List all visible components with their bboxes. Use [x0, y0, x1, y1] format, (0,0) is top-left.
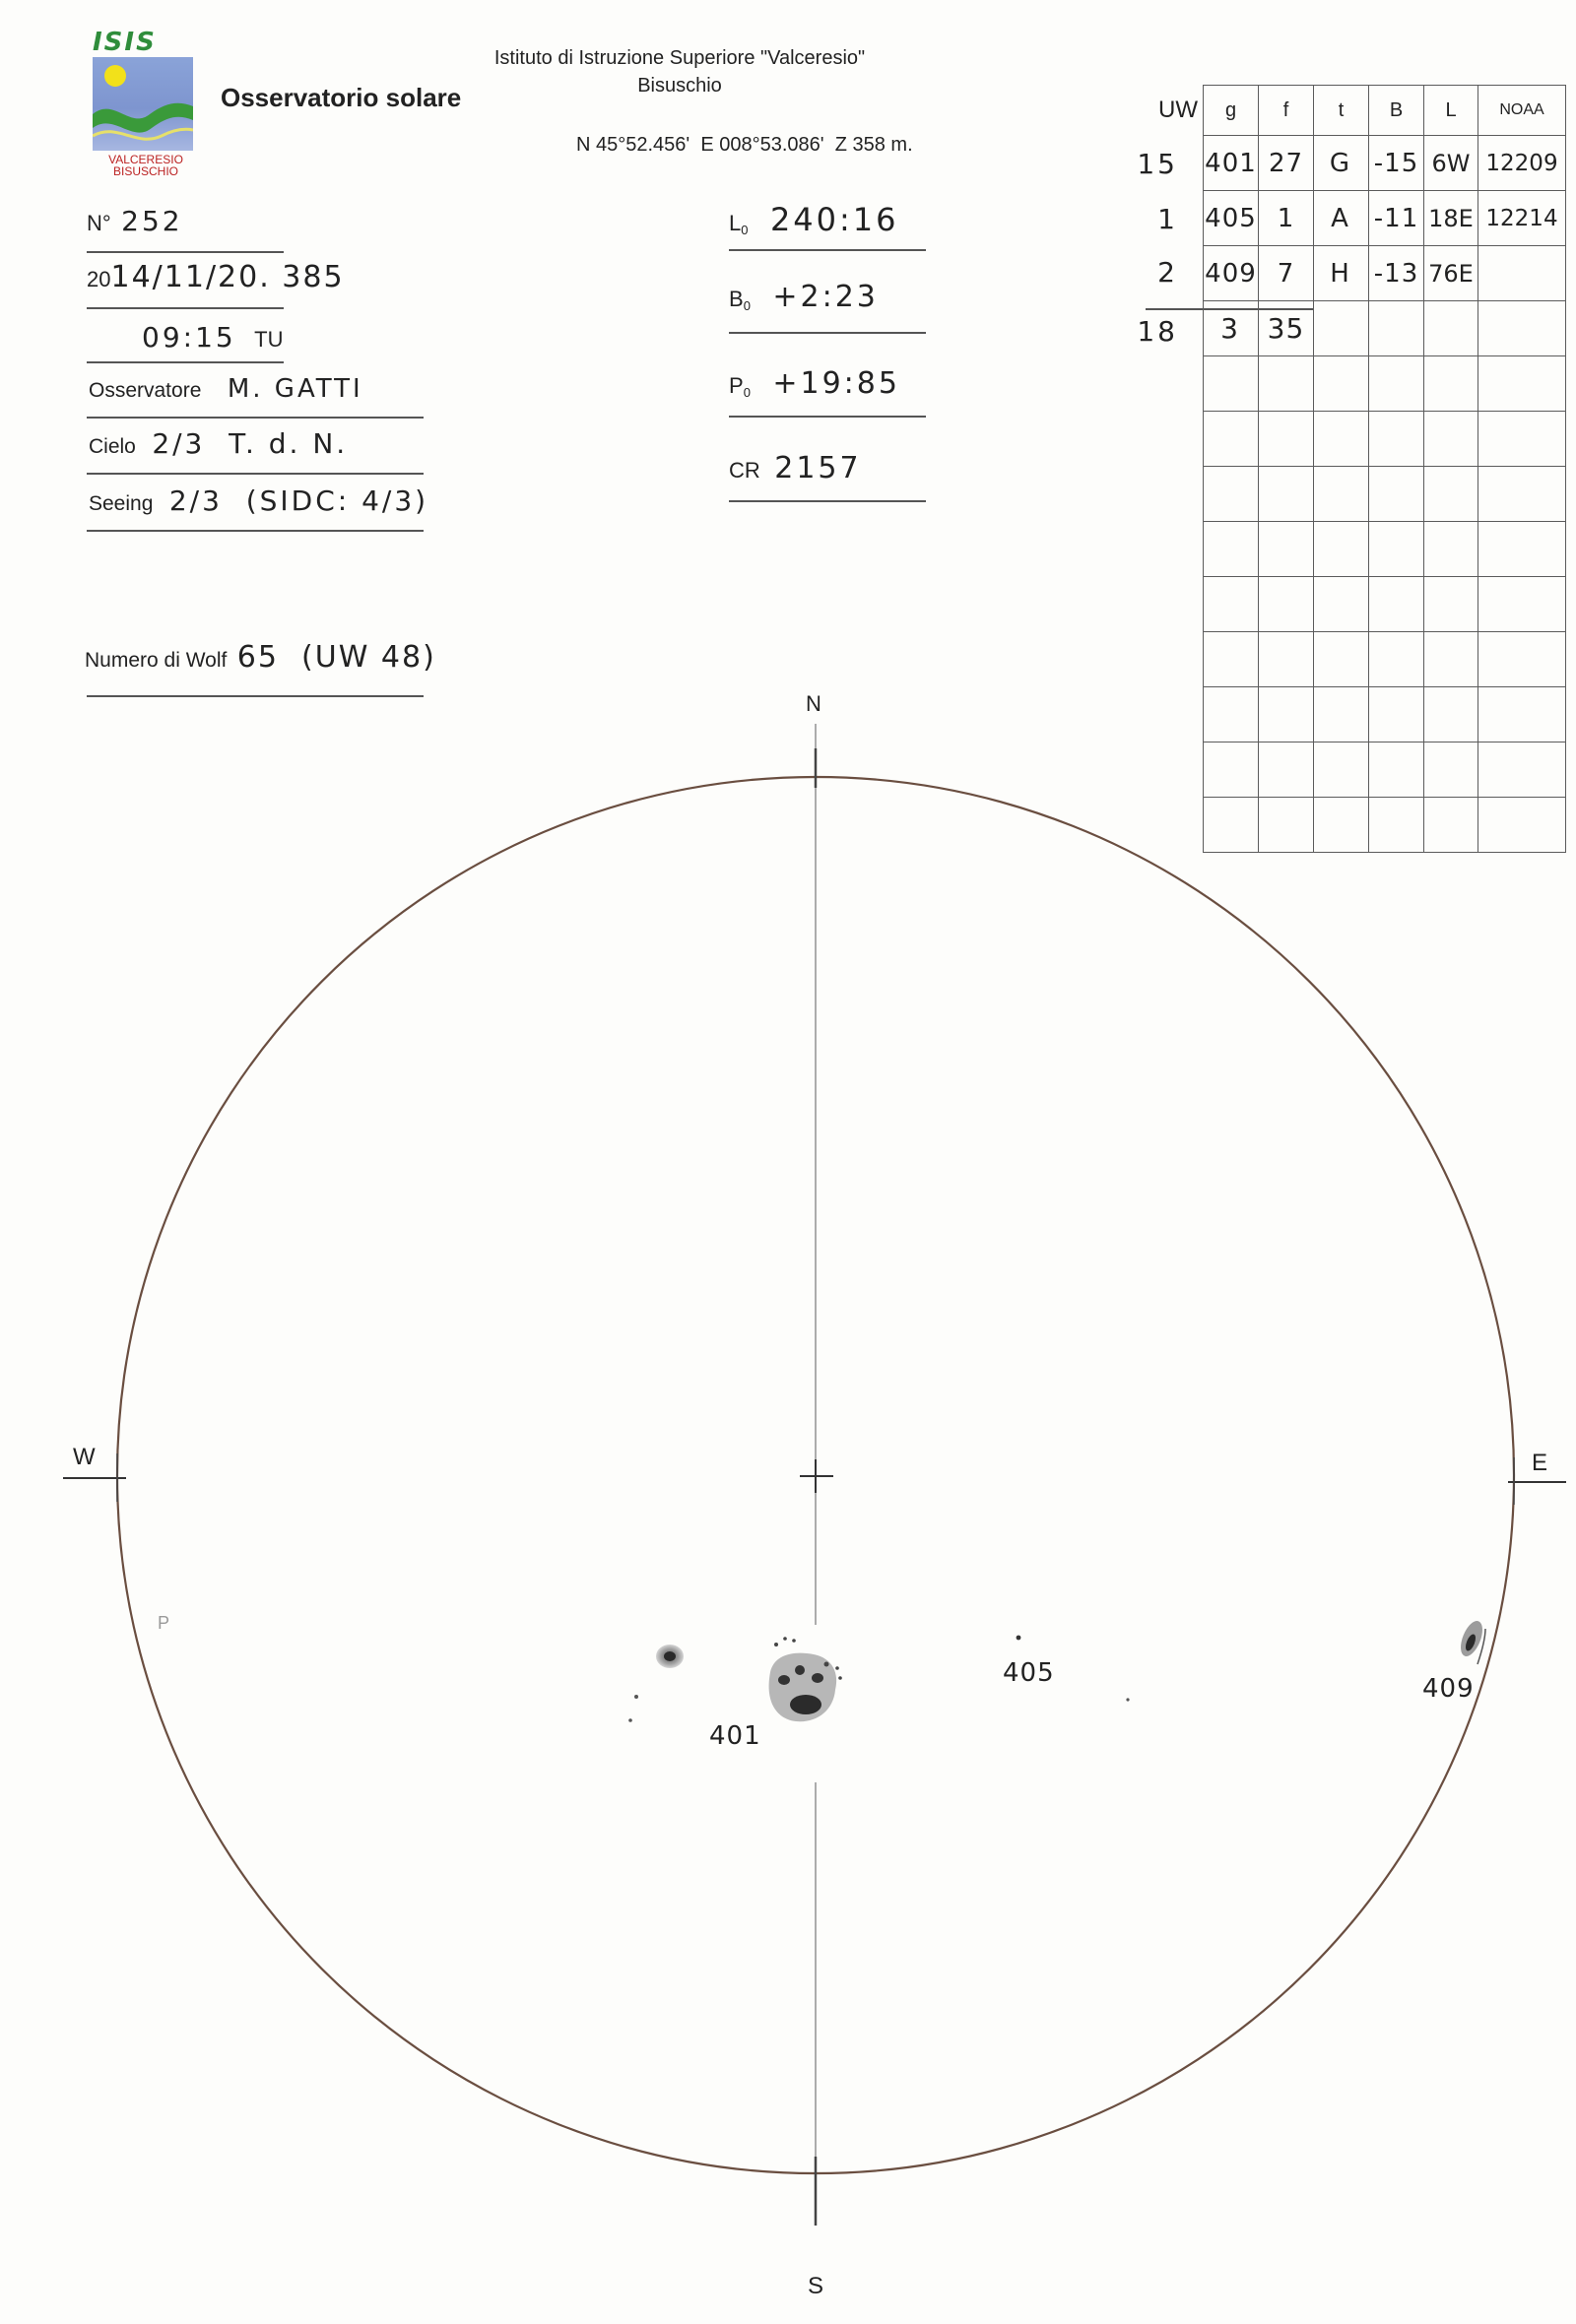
b0-subscript: 0	[743, 298, 751, 314]
sky-value: 2/3 T. d. N.	[152, 427, 349, 460]
cell-g: 409	[1204, 246, 1259, 301]
observatory-title: Osservatorio solare	[221, 83, 462, 112]
uw-row-3: 2	[1157, 256, 1178, 289]
col-header-noaa: NOAA	[1478, 86, 1566, 136]
seeing-label: Seeing	[89, 492, 154, 515]
pore	[835, 1666, 839, 1670]
col-header-l: L	[1424, 86, 1478, 136]
date-prefix: 20	[87, 267, 111, 291]
uw-row-2: 1	[1157, 203, 1178, 235]
group-label-409: 409	[1422, 1674, 1475, 1704]
col-header-f: f	[1259, 86, 1314, 136]
observer-label: Osservatore	[89, 379, 202, 402]
p0-label: P	[729, 373, 744, 398]
pore	[824, 1662, 829, 1667]
col-header-b: B	[1369, 86, 1424, 136]
cell-l: 6W	[1424, 136, 1478, 191]
cell-t: H	[1314, 246, 1369, 301]
institute-town: Bisuschio	[637, 75, 722, 97]
cell-l: 18E	[1424, 191, 1478, 246]
pore	[634, 1695, 638, 1699]
pore	[774, 1643, 778, 1646]
date-value: 14/11/20. 385	[110, 260, 345, 294]
sunspot-umbra	[664, 1651, 676, 1661]
uw-row-1: 15	[1137, 148, 1178, 180]
logo-wordmark: ISIS	[93, 28, 157, 57]
cell-f: 7	[1259, 246, 1314, 301]
l0-subscript: 0	[741, 223, 749, 238]
cell-g: 405	[1204, 191, 1259, 246]
group-label-401: 401	[709, 1721, 761, 1751]
cr-label: CR	[729, 458, 760, 483]
seeing-value: 2/3 (SIDC: 4/3)	[168, 484, 429, 517]
p0-subscript: 0	[743, 385, 751, 401]
compass-south: S	[808, 2273, 824, 2299]
cell-noaa: 12209	[1478, 136, 1566, 191]
sky-label: Cielo	[89, 435, 136, 458]
institute-name: Istituto di Istruzione Superiore "Valceresio"	[493, 47, 866, 69]
pore	[1126, 1698, 1129, 1701]
number-value: 252	[121, 205, 183, 237]
pore	[783, 1637, 787, 1641]
total-f: 35	[1259, 301, 1314, 356]
logo-caption-line2: BISUSCHIO	[112, 164, 178, 178]
cell-t: A	[1314, 191, 1369, 246]
cell-f: 1	[1259, 191, 1314, 246]
number-label: N°	[87, 211, 111, 235]
station-coordinates: N 45°52.456' E 008°53.086' Z 358 m.	[576, 134, 913, 156]
cell-b: -15	[1369, 136, 1424, 191]
sunspot-umbra	[812, 1673, 823, 1683]
cell-b: -13	[1369, 246, 1424, 301]
sunspot-umbra	[790, 1695, 821, 1714]
sunspot-umbra	[778, 1675, 790, 1685]
observer-value: M. GATTI	[227, 374, 363, 404]
l0-value: 240:16	[769, 201, 899, 238]
cell-noaa: 12214	[1478, 191, 1566, 246]
cell-l: 76E	[1424, 246, 1478, 301]
sunspot-group-409	[1457, 1618, 1487, 1664]
cell-g: 401	[1204, 136, 1259, 191]
time-value: 09:15	[142, 321, 236, 354]
col-header-g: g	[1204, 86, 1259, 136]
cell-f: 27	[1259, 136, 1314, 191]
wolf-value: 65 (UW 48)	[236, 640, 436, 675]
uw-total: 18	[1137, 315, 1178, 348]
sunspot-group-401	[628, 1637, 842, 1722]
b0-label: B	[729, 287, 744, 311]
pore	[628, 1718, 632, 1722]
pore	[838, 1676, 842, 1680]
wolf-label: Numero di Wolf	[85, 649, 228, 672]
pore	[792, 1639, 796, 1643]
l0-label: L	[729, 211, 742, 235]
compass-west: W	[73, 1444, 96, 1470]
uw-header: UW	[1158, 97, 1198, 123]
p0-value: +19:85	[772, 366, 900, 401]
group-label-405: 405	[1003, 1658, 1055, 1688]
cr-value: 2157	[774, 451, 862, 485]
cell-b: -11	[1369, 191, 1424, 246]
compass-east: E	[1532, 1450, 1548, 1476]
cell-t: G	[1314, 136, 1369, 191]
col-header-t: t	[1314, 86, 1369, 136]
sunspot-group-405	[1017, 1636, 1021, 1641]
sunspot-umbra	[795, 1665, 805, 1675]
pole-mark: P	[158, 1613, 170, 1633]
compass-north: N	[806, 691, 821, 716]
b0-value: +2:23	[772, 280, 879, 314]
total-g: 3	[1204, 301, 1259, 356]
logo-caption-line1: VALCERESIO	[108, 153, 183, 166]
time-label: TU	[254, 327, 284, 352]
